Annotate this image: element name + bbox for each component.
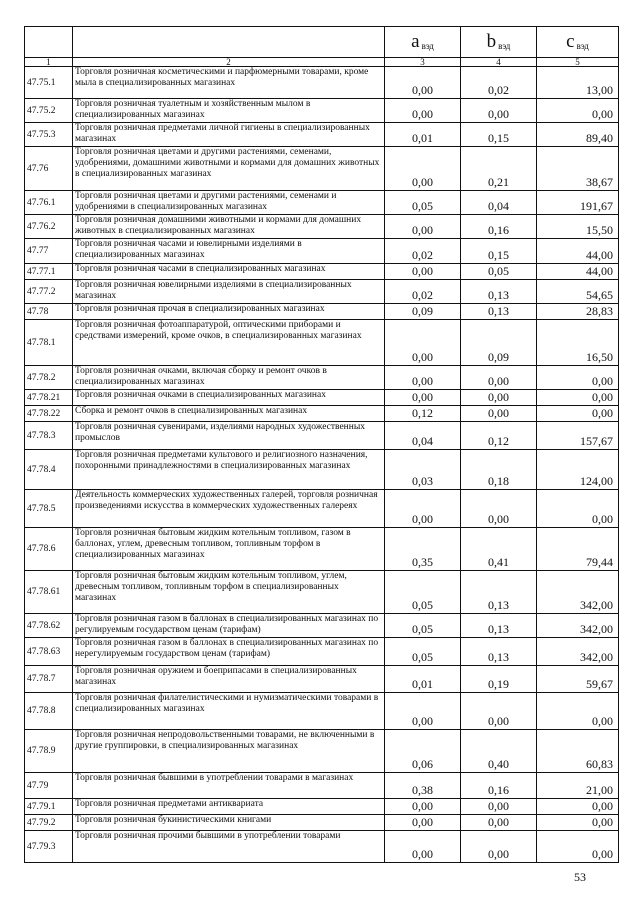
row-code: 47.78	[25, 304, 73, 320]
row-value-a: 0,00	[385, 390, 461, 406]
row-value-a: 0,02	[385, 280, 461, 304]
row-name: Торговля розничная очками в специализированных магазинах	[73, 390, 385, 406]
row-code: 47.78.62	[25, 614, 73, 638]
row-value-b: 0,00	[461, 390, 537, 406]
row-value-c: 191,67	[537, 191, 619, 215]
row-name: Торговля розничная часами и ювелирными изделиями в специализированных магазинах	[73, 239, 385, 264]
row-code: 47.78.5	[25, 490, 73, 528]
row-value-a: 0,00	[385, 264, 461, 280]
row-name: Торговля розничная букинистическими книгами	[73, 815, 385, 831]
table-row	[25, 666, 619, 693]
row-code: 47.77.2	[25, 280, 73, 304]
column-index: 2	[73, 58, 385, 67]
table-row	[25, 366, 619, 390]
row-name: Торговля розничная прочими бывшими в употреблении товарами	[73, 831, 385, 863]
row-value-b: 0,02	[461, 67, 537, 99]
row-value-b: 0,00	[461, 490, 537, 528]
row-value-c: 28,83	[537, 304, 619, 320]
header-col-c: c $_{вэд}$	[537, 27, 619, 58]
row-value-b: 0,00	[461, 366, 537, 390]
row-value-a: 0,01	[385, 666, 461, 693]
header-row	[25, 27, 619, 58]
row-name: Торговля розничная бытовым жидким котельным топливом, газом в баллонах, углем, древесным топливом, топливным торфом в специализированных магазинах	[73, 528, 385, 571]
table-row	[25, 799, 619, 815]
table-row	[25, 571, 619, 614]
row-name: Торговля розничная часами в специализированных магазинах	[73, 264, 385, 280]
row-value-b: 0,00	[461, 406, 537, 422]
row-name: Торговля розничная цветами и другими растениями, семенами и удобрениями в специализированных магазинах	[73, 191, 385, 215]
row-value-a: 0,04	[385, 422, 461, 450]
row-value-a: 0,01	[385, 123, 461, 147]
row-value-a: 0,05	[385, 638, 461, 666]
header-name	[73, 27, 385, 58]
row-value-c: 38,67	[537, 147, 619, 191]
row-value-a: 0,00	[385, 147, 461, 191]
row-value-c: 21,00	[537, 773, 619, 799]
row-value-a: 0,00	[385, 366, 461, 390]
table-row	[25, 191, 619, 215]
row-value-c: 44,00	[537, 264, 619, 280]
row-value-c: 0,00	[537, 490, 619, 528]
row-name: Торговля розничная предметами культового и религиозного назначения, похоронными принадлежностями в специализированных магазинах	[73, 450, 385, 490]
row-value-a: 0,00	[385, 215, 461, 239]
row-name: Торговля розничная туалетным и хозяйственным мылом в специализированных магазинах	[73, 99, 385, 123]
row-value-a: 0,05	[385, 571, 461, 614]
row-name: Торговля розничная предметами личной гигиены в специализированных магазинах	[73, 123, 385, 147]
row-code: 47.75.3	[25, 123, 73, 147]
document-page	[24, 26, 618, 863]
row-value-c: 0,00	[537, 366, 619, 390]
table-row	[25, 638, 619, 666]
row-value-c: 342,00	[537, 571, 619, 614]
table-row	[25, 406, 619, 422]
row-value-a: 0,03	[385, 450, 461, 490]
row-value-b: 0,16	[461, 773, 537, 799]
row-name: Торговля розничная прочая в специализированных магазинах	[73, 304, 385, 320]
row-code: 47.78.9	[25, 730, 73, 773]
table-row	[25, 831, 619, 863]
row-value-b: 0,13	[461, 571, 537, 614]
row-value-c: 124,00	[537, 450, 619, 490]
table-row	[25, 773, 619, 799]
row-name: Торговля розничная газом в баллонах в специализированных магазинах по нерегулируемым государством ценам (тарифам)	[73, 638, 385, 666]
table-row	[25, 320, 619, 366]
page-number: 53	[574, 870, 586, 884]
row-code: 47.78.2	[25, 366, 73, 390]
table-row	[25, 280, 619, 304]
row-code: 47.77.1	[25, 264, 73, 280]
row-value-c: 60,83	[537, 730, 619, 773]
column-index: 1	[25, 58, 73, 67]
row-code: 47.78.3	[25, 422, 73, 450]
row-value-b: 0,40	[461, 730, 537, 773]
row-value-a: 0,02	[385, 239, 461, 264]
row-value-c: 79,44	[537, 528, 619, 571]
row-value-a: 0,00	[385, 67, 461, 99]
table-body	[25, 67, 619, 863]
table-row	[25, 693, 619, 730]
row-value-c: 342,00	[537, 638, 619, 666]
row-value-a: 0,35	[385, 528, 461, 571]
header-code	[25, 27, 73, 58]
row-value-c: 44,00	[537, 239, 619, 264]
row-code: 47.75.1	[25, 67, 73, 99]
row-name: Торговля розничная косметическими и парфюмерными товарами, кроме мыла в специализированных магазинах	[73, 67, 385, 99]
row-value-a: 0,00	[385, 693, 461, 730]
table-row	[25, 730, 619, 773]
row-value-c: 157,67	[537, 422, 619, 450]
column-index-row	[25, 58, 619, 67]
row-code: 47.76.1	[25, 191, 73, 215]
row-value-c: 0,00	[537, 390, 619, 406]
row-code: 47.78.21	[25, 390, 73, 406]
row-name: Торговля розничная газом в баллонах в специализированных магазинах по регулируемым государством ценам (тарифам)	[73, 614, 385, 638]
row-value-b: 0,19	[461, 666, 537, 693]
row-value-b: 0,00	[461, 831, 537, 863]
table-row	[25, 490, 619, 528]
row-value-a: 0,09	[385, 304, 461, 320]
row-value-a: 0,05	[385, 191, 461, 215]
row-code: 47.78.7	[25, 666, 73, 693]
row-value-c: 0,00	[537, 693, 619, 730]
table-row	[25, 147, 619, 191]
table-row	[25, 215, 619, 239]
row-value-b: 0,41	[461, 528, 537, 571]
row-name: Торговля розничная ювелирными изделиями в специализированных магазинах	[73, 280, 385, 304]
row-value-c: 0,00	[537, 799, 619, 815]
header-col-a: a $_{вэд}$	[385, 27, 461, 58]
row-value-c: 13,00	[537, 67, 619, 99]
row-value-b: 0,13	[461, 280, 537, 304]
row-code: 47.75.2	[25, 99, 73, 123]
row-name: Торговля розничная цветами и другими растениями, семенами, удобрениями, домашними животными и кормами для домашних животных в специализированных магазинах	[73, 147, 385, 191]
row-value-b: 0,18	[461, 450, 537, 490]
row-code: 47.78.6	[25, 528, 73, 571]
row-name: Торговля розничная бывшими в употреблении товарами в магазинах	[73, 773, 385, 799]
row-name: Торговля розничная предметами антиквариата	[73, 799, 385, 815]
row-name: Сборка и ремонт очков в специализированных магазинах	[73, 406, 385, 422]
table-row	[25, 123, 619, 147]
table-row	[25, 815, 619, 831]
row-value-b: 0,00	[461, 815, 537, 831]
row-name: Торговля розничная непродовольственными товарами, не включенными в другие группировки, в специализированных магазинах	[73, 730, 385, 773]
row-code: 47.76	[25, 147, 73, 191]
row-code: 47.76.2	[25, 215, 73, 239]
row-name: Торговля розничная очками, включая сборку и ремонт очков в специализированных магазинах	[73, 366, 385, 390]
row-name: Торговля розничная бытовым жидким котельным топливом, углем, древесным топливом, топливным торфом в специализированных магазинах	[73, 571, 385, 614]
header-col-b: b $_{вэд}$	[461, 27, 537, 58]
table-row	[25, 450, 619, 490]
row-value-b: 0,09	[461, 320, 537, 366]
row-value-a: 0,00	[385, 815, 461, 831]
row-value-b: 0,00	[461, 99, 537, 123]
row-name: Торговля розничная оружием и боеприпасами в специализированных магазинах	[73, 666, 385, 693]
row-value-c: 342,00	[537, 614, 619, 638]
row-name: Торговля розничная сувенирами, изделиями народных художественных промыслов	[73, 422, 385, 450]
row-value-a: 0,05	[385, 614, 461, 638]
row-value-b: 0,13	[461, 614, 537, 638]
row-code: 47.78.4	[25, 450, 73, 490]
table-row	[25, 99, 619, 123]
row-code: 47.79.1	[25, 799, 73, 815]
row-code: 47.78.63	[25, 638, 73, 666]
table-row	[25, 422, 619, 450]
row-value-a: 0,00	[385, 490, 461, 528]
row-value-c: 16,50	[537, 320, 619, 366]
row-value-a: 0,06	[385, 730, 461, 773]
row-value-b: 0,12	[461, 422, 537, 450]
column-index: 5	[537, 58, 619, 67]
row-value-a: 0,00	[385, 799, 461, 815]
table-row	[25, 528, 619, 571]
row-value-b: 0,21	[461, 147, 537, 191]
row-name: Торговля розничная фотоаппаратурой, оптическими приборами и средствами измерений, кроме очков, в специализированных магазинах	[73, 320, 385, 366]
row-value-c: 59,67	[537, 666, 619, 693]
row-value-a: 0,00	[385, 831, 461, 863]
table-row	[25, 67, 619, 99]
row-value-c: 54,65	[537, 280, 619, 304]
coefficient-table	[24, 26, 619, 863]
row-value-b: 0,15	[461, 239, 537, 264]
row-value-b: 0,04	[461, 191, 537, 215]
row-code: 47.78.8	[25, 693, 73, 730]
row-value-c: 15,50	[537, 215, 619, 239]
row-name: Торговля розничная домашними животными и кормами для домашних животных в специализированных магазинах	[73, 215, 385, 239]
row-value-b: 0,13	[461, 638, 537, 666]
row-value-b: 0,13	[461, 304, 537, 320]
row-value-a: 0,12	[385, 406, 461, 422]
row-value-b: 0,00	[461, 693, 537, 730]
row-code: 47.78.22	[25, 406, 73, 422]
row-name: Деятельность коммерческих художественных галерей, торговля розничная произведениями искусства в коммерческих художественных галереях	[73, 490, 385, 528]
column-index: 4	[461, 58, 537, 67]
row-value-c: 0,00	[537, 815, 619, 831]
row-value-c: 0,00	[537, 831, 619, 863]
table-row	[25, 304, 619, 320]
row-code: 47.78.61	[25, 571, 73, 614]
table-row	[25, 390, 619, 406]
row-value-a: 0,00	[385, 99, 461, 123]
row-code: 47.79	[25, 773, 73, 799]
row-value-c: 0,00	[537, 99, 619, 123]
table-row	[25, 239, 619, 264]
table-row	[25, 614, 619, 638]
row-code: 47.78.1	[25, 320, 73, 366]
row-value-c: 0,00	[537, 406, 619, 422]
row-value-b: 0,15	[461, 123, 537, 147]
column-index: 3	[385, 58, 461, 67]
row-code: 47.79.2	[25, 815, 73, 831]
row-value-b: 0,16	[461, 215, 537, 239]
row-value-b: 0,00	[461, 799, 537, 815]
table-row	[25, 264, 619, 280]
row-value-c: 89,40	[537, 123, 619, 147]
row-value-a: 0,00	[385, 320, 461, 366]
row-value-a: 0,38	[385, 773, 461, 799]
row-code: 47.77	[25, 239, 73, 264]
row-value-b: 0,05	[461, 264, 537, 280]
row-code: 47.79.3	[25, 831, 73, 863]
row-name: Торговля розничная филателистическими и нумизматическими товарами в специализированных магазинах	[73, 693, 385, 730]
